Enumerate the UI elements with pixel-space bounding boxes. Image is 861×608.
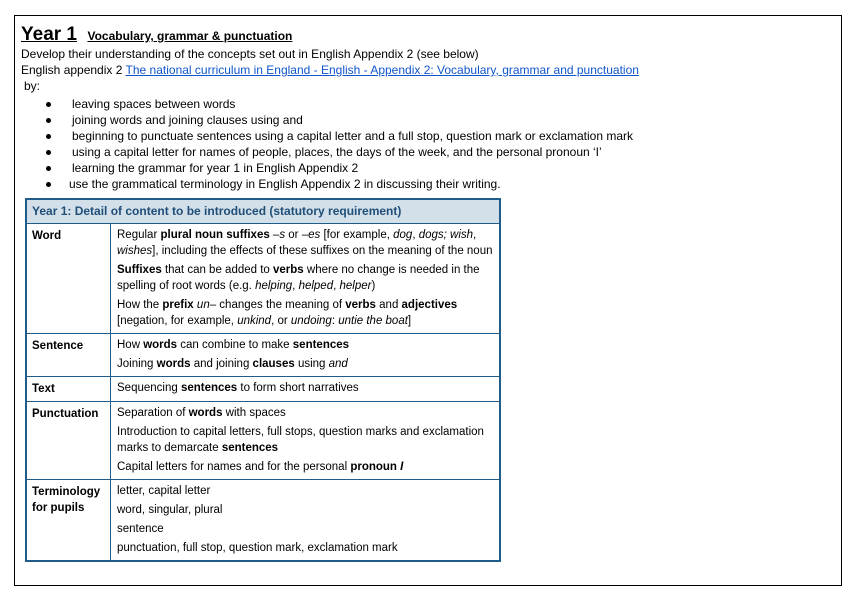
detail-text: with spaces: [222, 407, 286, 419]
detail-text: sentences: [180, 382, 238, 394]
detail-item: [117, 501, 494, 520]
detail-item: [117, 379, 494, 398]
detail-text: words: [188, 407, 223, 419]
detail-text: verbs: [273, 264, 304, 276]
detail-text: ,: [292, 280, 299, 292]
detail-text: that can be added to: [161, 264, 274, 276]
detail-text: and: [328, 358, 348, 370]
appendix-label: English appendix 2: [21, 63, 126, 77]
bullet-dot-icon: [46, 134, 51, 139]
bullet-text: leaving spaces between words: [72, 97, 236, 111]
detail-text: words: [143, 339, 178, 351]
detail-text: –: [269, 229, 280, 241]
detail-item: [117, 539, 494, 558]
detail-text: clauses: [252, 358, 295, 370]
detail-cell: [111, 377, 501, 402]
table-row: [26, 480, 500, 562]
detail-text: [for example,: [320, 229, 394, 241]
detail-item: [117, 296, 494, 331]
detail-text: ,: [473, 229, 477, 241]
detail-text: using: [294, 358, 329, 370]
detail-text: verbs: [345, 299, 376, 311]
bullet-dot-icon: [46, 102, 51, 107]
detail-item: [117, 423, 494, 458]
detail-text: punctuation, full stop, question mark, exclamation mark: [117, 542, 398, 554]
bullet-text: using a capital letter for names of people, places, the days of the week, and the personal pronoun ‘I’: [72, 145, 602, 159]
detail-text: s: [279, 229, 286, 241]
curriculum-table: [25, 198, 501, 562]
detail-text: undoing: [290, 315, 332, 327]
detail-text: pronoun: [350, 461, 397, 473]
category-cell: Sentence: [26, 334, 111, 377]
detail-text: sentences: [221, 442, 279, 454]
detail-text: How the: [117, 299, 163, 311]
detail-text: [negation, for example,: [117, 315, 238, 327]
detail-item: [117, 336, 494, 355]
detail-text: Sequencing: [117, 382, 181, 394]
detail-text: sentences: [292, 339, 350, 351]
bullet-text: joining words and joining clauses using and: [72, 113, 303, 127]
table-row: [26, 377, 500, 402]
detail-text: and: [375, 299, 402, 311]
appendix-line: [21, 63, 639, 77]
detail-item: [117, 261, 494, 296]
table-header: Year 1: Detail of content to be introduced (statutory requirement): [26, 199, 500, 224]
detail-text: ,: [412, 229, 419, 241]
detail-text: How: [117, 339, 144, 351]
detail-item: [117, 355, 494, 374]
detail-text: Introduction to capital letters, full stops, question marks and exclamation marks to demarcate: [117, 426, 484, 454]
page-subtitle: Vocabulary, grammar & punctuation: [87, 29, 293, 43]
detail-text: or –: [285, 229, 309, 241]
bullet-text: learning the grammar for year 1 in English Appendix 2: [72, 161, 359, 175]
detail-text: adjectives: [401, 299, 458, 311]
detail-text: Regular: [117, 229, 161, 241]
detail-cell: [111, 402, 501, 480]
detail-text: letter, capital letter: [117, 485, 211, 497]
detail-text: sentence: [117, 523, 164, 535]
detail-text: where no change is needed in the spelling of root words (e.g.: [117, 264, 480, 292]
category-cell: Punctuation: [26, 402, 111, 480]
bullet-dot-icon: [46, 166, 51, 171]
detail-text: helping: [255, 280, 293, 292]
detail-text: untie the boat: [338, 315, 408, 327]
bullet-dot-icon: [46, 118, 51, 123]
detail-text: Separation of: [117, 407, 189, 419]
detail-text: word, singular, plural: [117, 504, 223, 516]
bullet-text: beginning to punctuate sentences using a capital letter and a full stop, question mark or exclamation mark: [72, 129, 633, 143]
category-cell: Terminology for pupils: [26, 480, 111, 562]
table-row: [26, 224, 500, 334]
by-label: by:: [24, 79, 41, 93]
bullet-text: use the grammatical terminology in English Appendix 2 in discussing their writing.: [69, 177, 501, 191]
detail-text: helped: [298, 280, 334, 292]
detail-text: dog: [393, 229, 413, 241]
detail-text: Suffixes: [117, 264, 162, 276]
detail-text: wishes: [117, 245, 153, 257]
detail-text: :: [331, 315, 339, 327]
detail-cell: [111, 224, 501, 334]
detail-text: helper: [339, 280, 372, 292]
category-cell: Word: [26, 224, 111, 334]
detail-text: Capital letters for names and for the personal: [117, 461, 351, 473]
detail-text: ,: [333, 280, 340, 292]
detail-text: , or: [271, 315, 291, 327]
detail-text: ): [371, 280, 376, 292]
bullet-dot-icon: [46, 182, 51, 187]
detail-text: un: [196, 299, 210, 311]
detail-item: [117, 482, 494, 501]
page-title: Year 1: [21, 24, 77, 45]
table-row: [26, 402, 500, 480]
detail-cell: [111, 480, 501, 562]
heading: [21, 24, 292, 46]
detail-cell: [111, 334, 501, 377]
detail-text: – changes the meaning of: [209, 299, 346, 311]
detail-text: dogs; wish: [418, 229, 474, 241]
detail-text: words: [156, 358, 191, 370]
table-row: [26, 334, 500, 377]
detail-text: plural noun suffixes: [160, 229, 270, 241]
detail-text: es: [308, 229, 321, 241]
detail-item: [117, 404, 494, 423]
detail-text: ], including the effects of these suffixes on the meaning of the noun: [152, 245, 493, 257]
bullet-dot-icon: [46, 150, 51, 155]
detail-text: to form short narratives: [237, 382, 359, 394]
detail-text: I: [400, 461, 404, 473]
category-cell: Text: [26, 377, 111, 402]
detail-item: [117, 458, 494, 477]
intro-line: Develop their understanding of the concepts set out in English Appendix 2 (see below): [21, 47, 479, 61]
detail-item: [117, 226, 494, 261]
detail-text: and joining: [190, 358, 253, 370]
detail-text: ]: [407, 315, 412, 327]
detail-text: can combine to make: [177, 339, 293, 351]
detail-text: unkind: [237, 315, 272, 327]
appendix-link[interactable]: The national curriculum in England - English - Appendix 2: Vocabulary, grammar and punctuation: [125, 63, 639, 77]
detail-text: prefix: [162, 299, 194, 311]
detail-item: [117, 520, 494, 539]
detail-text: Joining: [117, 358, 157, 370]
